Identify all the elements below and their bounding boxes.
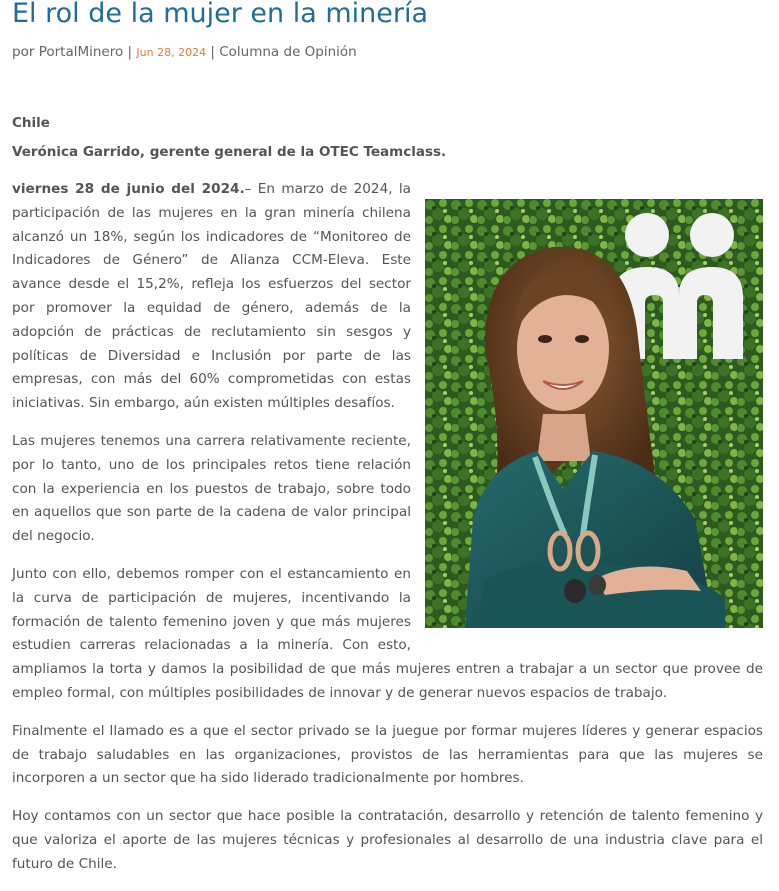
article-country: Chile <box>12 115 50 131</box>
paragraph: Finalmente el llamado es a que el sector privado se la juegue por formar mujeres líderes y generar espacios de trabajo saludables en las organizaciones, provistos de las herramientas para que las mujeres se incorporen a un sector que ha sido liderado tradicionalmente por hombres. <box>12 722 763 787</box>
meta-separator: | <box>127 44 133 60</box>
meta-separator: | <box>210 44 215 60</box>
paragraph-text: – En marzo de 2024, la participación de las mujeres en la gran minería chilena alcanzó un 18%, según los indicadores de “Monitoreo de Indicadores de Género” de Alianza CCM-Eleva. Este avance desde el 15,2%, refleja los esfuerzos del sector por promover la equidad de género, además de la adopción de prácticas de reclutamiento sin sesgos y políticas de Diversidad e Inclusión por parte de las empresas, con más del 60% comprometidas con estas iniciativas. Sin embargo, aún existen múltiples desafíos. <box>12 181 411 412</box>
article-meta <box>12 42 357 63</box>
author-link[interactable]: PortalMinero <box>38 44 124 60</box>
article-body <box>12 178 763 891</box>
publish-date: Jun 28, 2024 <box>136 46 207 59</box>
category-link[interactable]: Columna de Opinión <box>219 44 357 60</box>
article-title: El rol de la mujer en la minería <box>12 0 429 29</box>
author-prefix: por <box>12 44 35 60</box>
paragraph: Las mujeres tenemos una carrera relativamente reciente, por lo tanto, uno de los principales retos tiene relación con la experiencia en los puestos de trabajo, sobre todo en aquellos que son parte de la cadena de valor principal del negocio. <box>12 432 411 545</box>
lead-date: viernes 28 de junio del 2024. <box>12 181 245 197</box>
article-byline: Verónica Garrido, gerente general de la OTEC Teamclass. <box>12 144 447 160</box>
author-photo <box>425 199 763 628</box>
paragraph: Junto con ello, debemos romper con el estancamiento en la curva de participación de mujeres, incentivando la formación de talento femenino joven y que más mujeres estudien carreras relacionadas a la minería. Con esto, ampliamos la torta y damos la posibilidad de que más mujeres entren a trabajar a un sector que provee de empleo formal, con múltiples posibilidades de innovar y de generar nuevos espacios de trabajo. <box>12 565 763 701</box>
paragraph: Hoy contamos con un sector que hace posible la contratación, desarrollo y retención de talento femenino y que valoriza el aporte de las mujeres técnicas y profesionales al desarrollo de una industria clave para el futuro de Chile. <box>12 808 763 872</box>
